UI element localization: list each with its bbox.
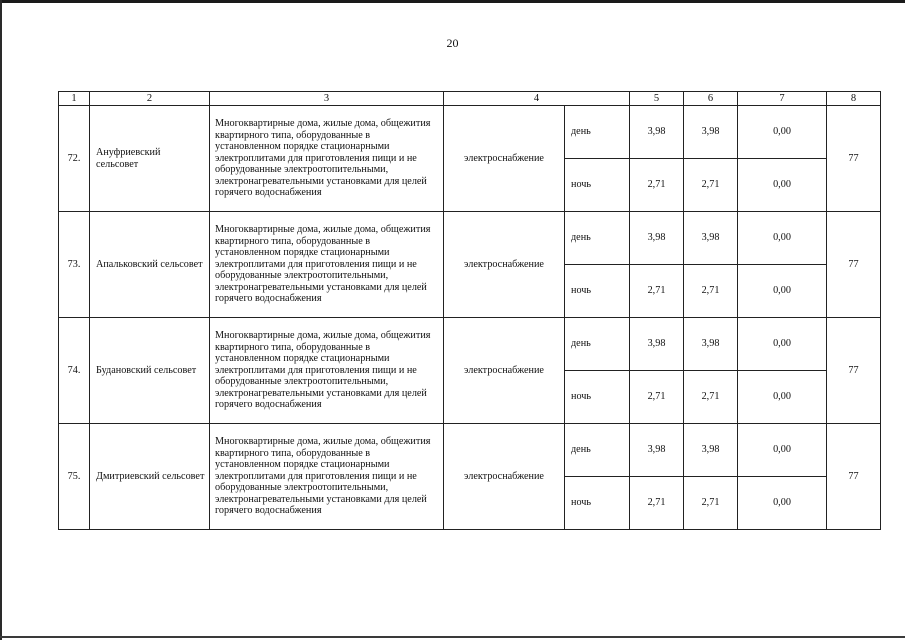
council-name: Апальковский сельсовет bbox=[90, 212, 210, 318]
service-type: электроснабжение bbox=[444, 106, 565, 212]
period-night: ночь bbox=[565, 477, 630, 530]
period-day: день bbox=[565, 318, 630, 371]
period-night: ночь bbox=[565, 159, 630, 212]
council-name: Ануфриевский сельсовет bbox=[90, 106, 210, 212]
night-col-6: 2,71 bbox=[684, 159, 738, 212]
header-col-3: 3 bbox=[210, 92, 444, 106]
header-col-1: 1 bbox=[59, 92, 90, 106]
col-8-value: 77 bbox=[827, 212, 881, 318]
period-day: день bbox=[565, 212, 630, 265]
day-col-6: 3,98 bbox=[684, 318, 738, 371]
row-number: 73. bbox=[59, 212, 90, 318]
night-col-5: 2,71 bbox=[630, 371, 684, 424]
day-col-6: 3,98 bbox=[684, 424, 738, 477]
day-col-7: 0,00 bbox=[738, 424, 827, 477]
period-night: ночь bbox=[565, 265, 630, 318]
consumer-category: Многоквартирные дома, жилые дома, общежития квартирного типа, оборудованные в установленном порядке стационарными электроплитами для приготовления пищи и не оборудованные электроотопительными, электронагревательными установками для целей горячего водоснабжения bbox=[210, 318, 444, 424]
day-col-5: 3,98 bbox=[630, 212, 684, 265]
table-row-day bbox=[59, 212, 881, 265]
night-col-5: 2,71 bbox=[630, 159, 684, 212]
col-8-value: 77 bbox=[827, 424, 881, 530]
scan-left-edge bbox=[0, 0, 2, 640]
period-night: ночь bbox=[565, 371, 630, 424]
day-col-5: 3,98 bbox=[630, 424, 684, 477]
header-col-7: 7 bbox=[738, 92, 827, 106]
consumer-category: Многоквартирные дома, жилые дома, общежития квартирного типа, оборудованные в установленном порядке стационарными электроплитами для приготовления пищи и не оборудованные электроотопительными, электронагревательными установками для целей горячего водоснабжения bbox=[210, 212, 444, 318]
period-day: день bbox=[565, 424, 630, 477]
row-number: 72. bbox=[59, 106, 90, 212]
day-col-7: 0,00 bbox=[738, 106, 827, 159]
day-col-5: 3,98 bbox=[630, 106, 684, 159]
night-col-7: 0,00 bbox=[738, 371, 827, 424]
header-col-5: 5 bbox=[630, 92, 684, 106]
row-number: 75. bbox=[59, 424, 90, 530]
header-col-6: 6 bbox=[684, 92, 738, 106]
night-col-5: 2,71 bbox=[630, 477, 684, 530]
day-col-7: 0,00 bbox=[738, 212, 827, 265]
col-8-value: 77 bbox=[827, 318, 881, 424]
service-type: электроснабжение bbox=[444, 424, 565, 530]
table-row-day bbox=[59, 318, 881, 371]
day-col-5: 3,98 bbox=[630, 318, 684, 371]
header-col-8: 8 bbox=[827, 92, 881, 106]
table-header-row bbox=[59, 92, 881, 106]
tariff-table bbox=[58, 91, 881, 530]
period-day: день bbox=[565, 106, 630, 159]
night-col-7: 0,00 bbox=[738, 477, 827, 530]
row-number: 74. bbox=[59, 318, 90, 424]
council-name: Дмитриевский сельсовет bbox=[90, 424, 210, 530]
night-col-5: 2,71 bbox=[630, 265, 684, 318]
scan-top-edge bbox=[0, 0, 905, 3]
scan-bottom-edge bbox=[0, 636, 905, 638]
header-col-2: 2 bbox=[90, 92, 210, 106]
night-col-7: 0,00 bbox=[738, 265, 827, 318]
table-row-day bbox=[59, 106, 881, 159]
col-8-value: 77 bbox=[827, 106, 881, 212]
service-type: электроснабжение bbox=[444, 318, 565, 424]
service-type: электроснабжение bbox=[444, 212, 565, 318]
table-row-day bbox=[59, 424, 881, 477]
day-col-6: 3,98 bbox=[684, 106, 738, 159]
night-col-6: 2,71 bbox=[684, 371, 738, 424]
night-col-6: 2,71 bbox=[684, 477, 738, 530]
night-col-6: 2,71 bbox=[684, 265, 738, 318]
night-col-7: 0,00 bbox=[738, 159, 827, 212]
table-body bbox=[59, 106, 881, 530]
page-number: 20 bbox=[446, 36, 459, 50]
day-col-6: 3,98 bbox=[684, 212, 738, 265]
header-col-4: 4 bbox=[444, 92, 630, 106]
consumer-category: Многоквартирные дома, жилые дома, общежития квартирного типа, оборудованные в установленном порядке стационарными электроплитами для приготовления пищи и не оборудованные электроотопительными, электронагревательными установками для целей горячего водоснабжения bbox=[210, 106, 444, 212]
council-name: Будановский сельсовет bbox=[90, 318, 210, 424]
consumer-category: Многоквартирные дома, жилые дома, общежития квартирного типа, оборудованные в установленном порядке стационарными электроплитами для приготовления пищи и не оборудованные электроотопительными, электронагревательными установками для целей горячего водоснабжения bbox=[210, 424, 444, 530]
day-col-7: 0,00 bbox=[738, 318, 827, 371]
